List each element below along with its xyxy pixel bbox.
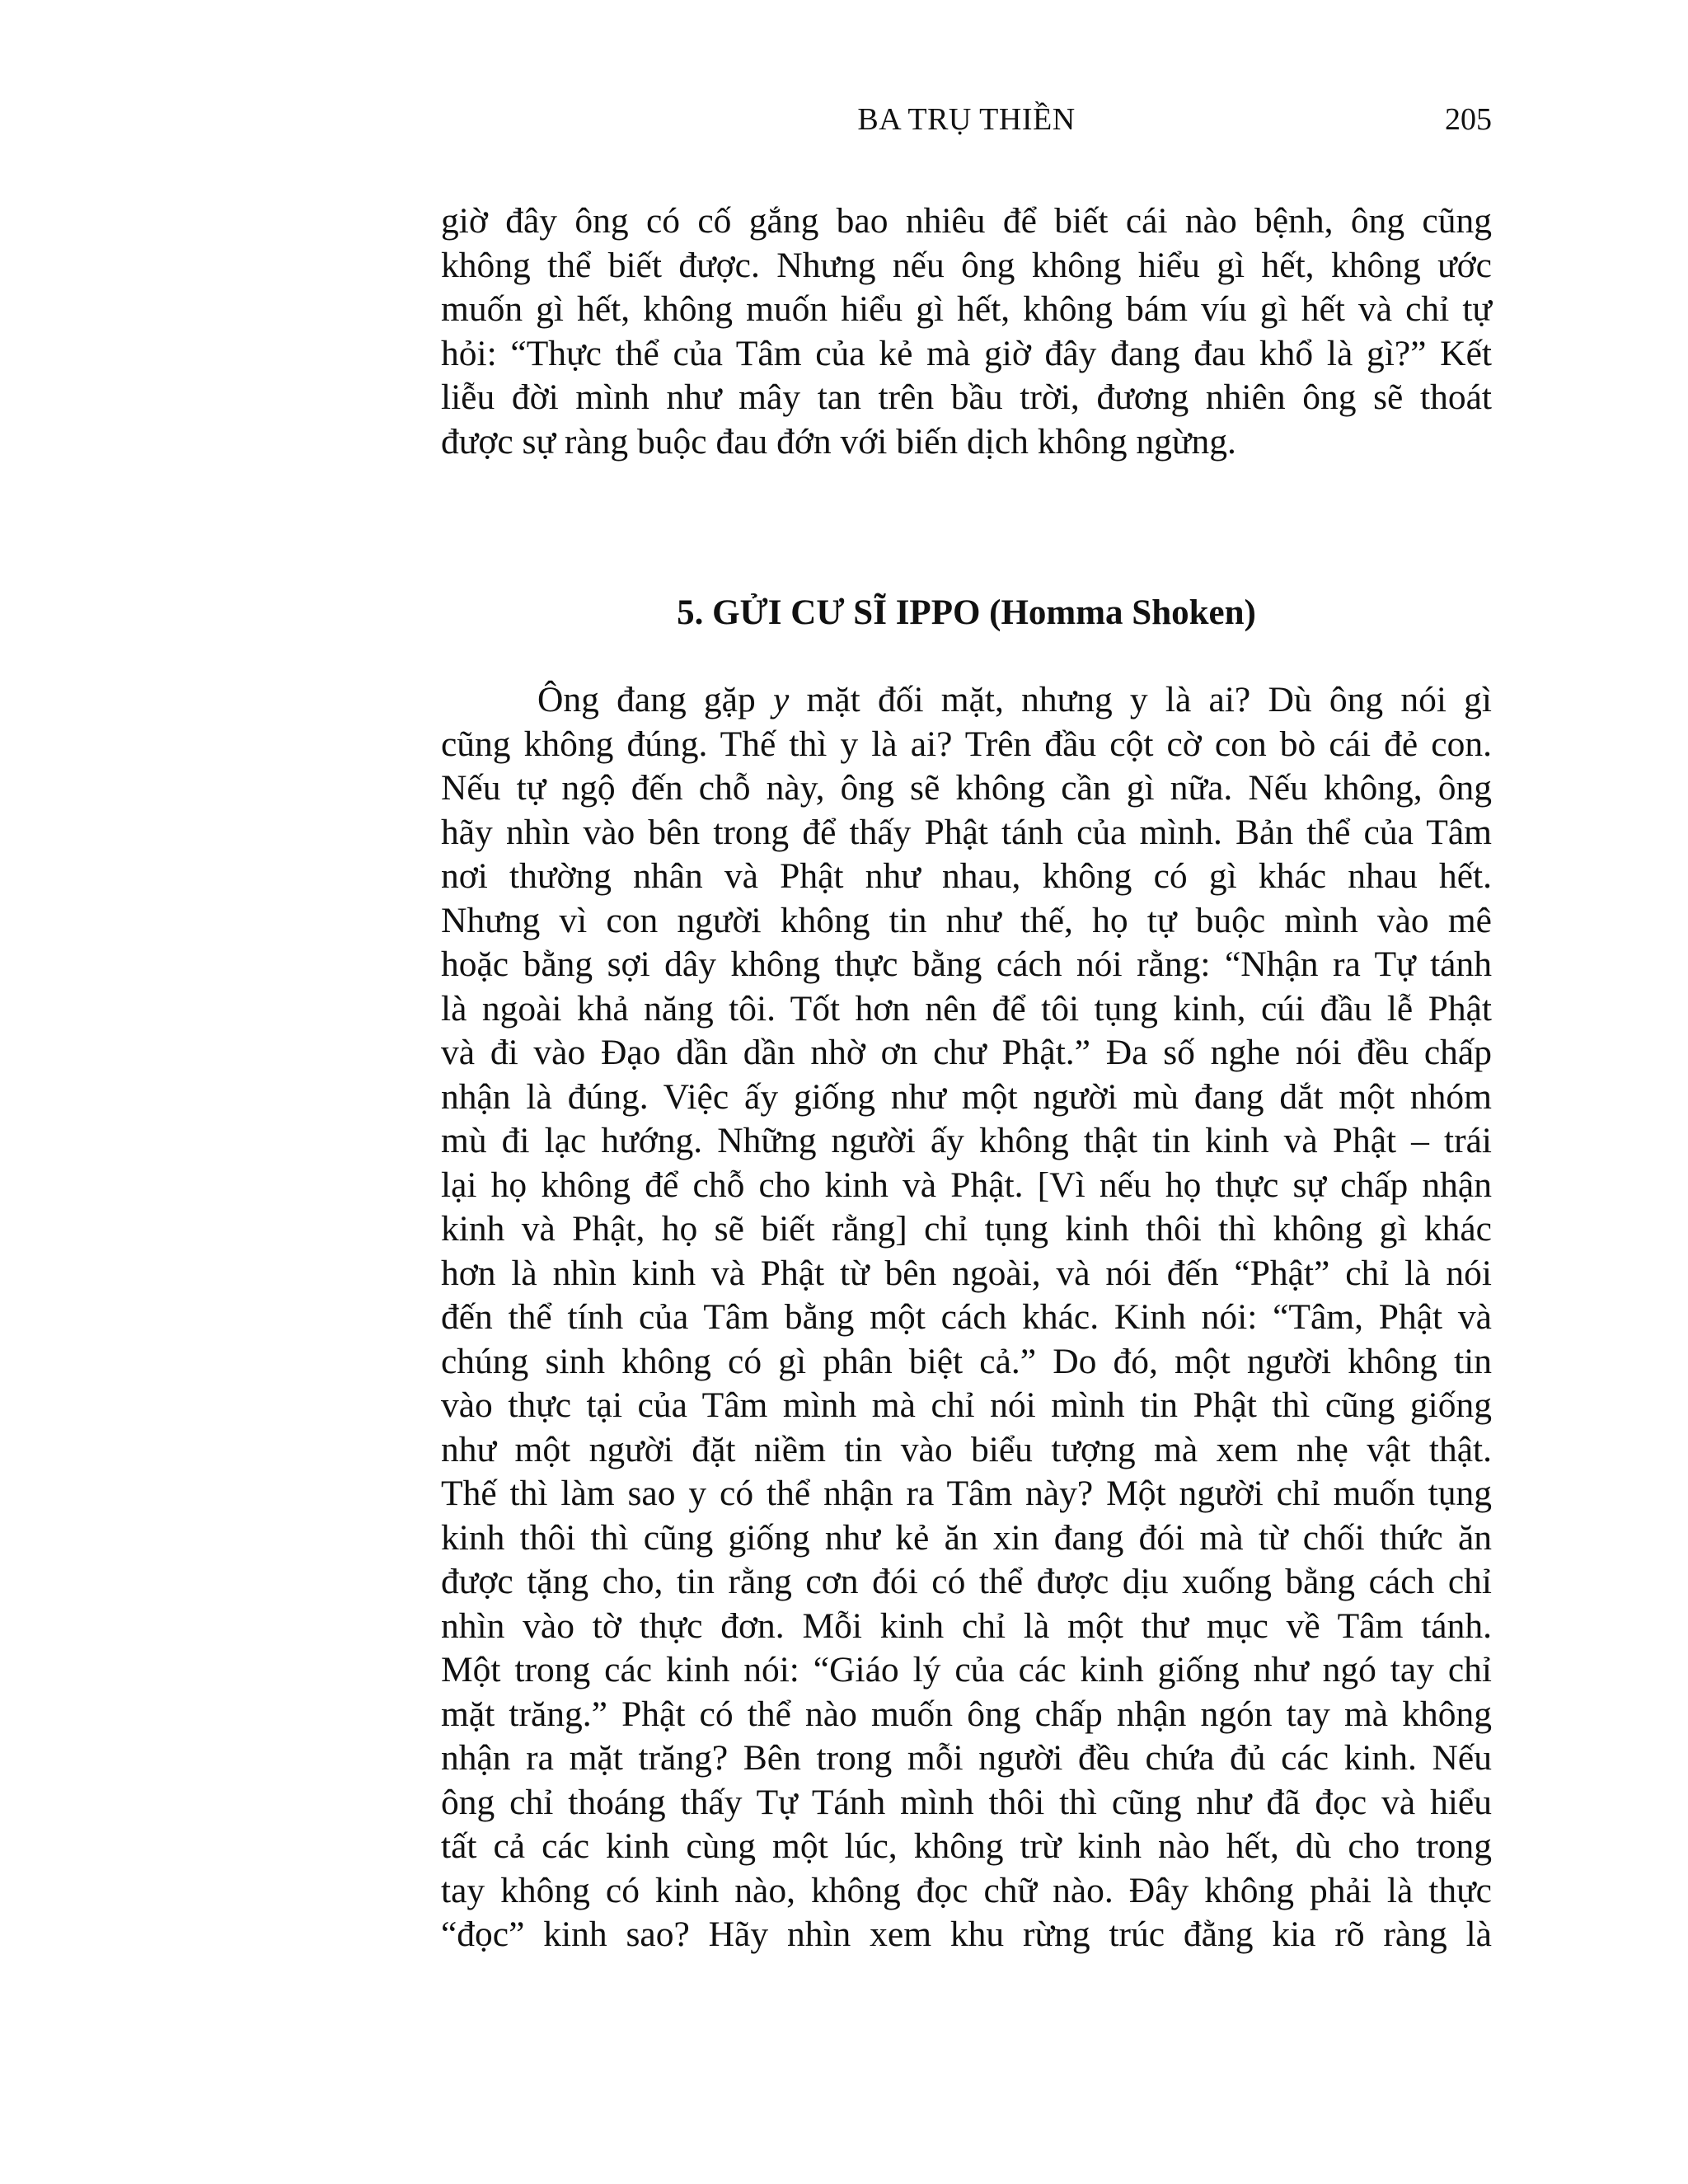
text-line-first xyxy=(441,678,1492,723)
text-line: Một trong các kinh nói: “Giáo lý của các kinh giống như ngó tay chỉ xyxy=(441,1650,1492,1690)
text-line: chúng sinh không có gì phân biệt cả.” Do đó, một người không tin xyxy=(441,1341,1492,1381)
text-line: mặt trăng.” Phật có thể nào muốn ông chấp nhận ngón tay mà không xyxy=(441,1694,1492,1734)
text-line: hoặc bằng sợi dây không thực bằng cách nói rằng: “Nhận ra Tự tánh xyxy=(441,944,1492,984)
text-line: và đi vào Đạo dần dần nhờ ơn chư Phật.” Đa số nghe nói đều chấp xyxy=(441,1033,1492,1072)
text-line: được tặng cho, tin rằng cơn đói có thể được dịu xuống bằng cách chỉ xyxy=(441,1562,1492,1601)
text-line: được sự ràng buộc đau đớn với biến dịch không ngừng. xyxy=(441,421,1236,462)
running-title: BA TRỤ THIỀN xyxy=(857,102,1076,137)
text-line: tay không có kinh nào, không đọc chữ nào. Đây không phải là thực xyxy=(441,1870,1492,1910)
text-line: đến thể tính của Tâm bằng một cách khác. Kinh nói: “Tâm, Phật và xyxy=(441,1297,1492,1337)
text-line: mù đi lạc hướng. Những người ấy không thật tin kinh và Phật – trái xyxy=(441,1121,1492,1160)
section-heading: 5. GỬI CƯ SĨ IPPO (Homma Shoken) xyxy=(677,593,1256,632)
text-line: Nhưng vì con người không tin như thế, họ tự buộc mình vào mê xyxy=(441,900,1492,940)
text-line: hỏi: “Thực thể của Tâm của kẻ mà giờ đây đang đau khổ là gì?” Kết xyxy=(441,333,1492,373)
text-line: không thể biết được. Nhưng nếu ông không hiểu gì hết, không ước xyxy=(441,245,1492,285)
section-paragraph xyxy=(441,678,1492,1957)
text-line: hơn là nhìn kinh và Phật từ bên ngoài, và nói đến “Phật” chỉ là nói xyxy=(441,1253,1492,1293)
italic-word: y xyxy=(772,680,790,719)
text-line: là ngoài khả năng tôi. Tốt hơn nên để tôi tụng kinh, cúi đầu lễ Phật xyxy=(441,988,1492,1029)
text-line: kinh thôi thì cũng giống như kẻ ăn xin đang đói mà từ chối thức ăn xyxy=(441,1517,1492,1558)
text-run: mặt đối mặt, nhưng y là ai? Dù ông nói gì xyxy=(789,680,1492,719)
intro-paragraph xyxy=(441,199,1492,464)
running-header xyxy=(441,95,1492,144)
text-line: tất cả các kinh cùng một lúc, không trừ kinh nào hết, dù cho trong xyxy=(441,1826,1492,1866)
text-line: muốn gì hết, không muốn hiểu gì hết, không bám víu gì hết và chỉ tự xyxy=(441,289,1492,329)
text-line: ông chỉ thoáng thấy Tự Tánh mình thôi thì cũng như đã đọc và hiểu xyxy=(441,1782,1492,1822)
text-line: nơi thường nhân và Phật như nhau, không có gì khác nhau hết. xyxy=(441,856,1492,896)
text-line: nhìn vào tờ thực đơn. Mỗi kinh chỉ là một thư mục về Tâm tánh. xyxy=(441,1605,1492,1646)
text-run: Ông đang gặp xyxy=(537,680,773,719)
text-line: hãy nhìn vào bên trong để thấy Phật tánh của mình. Bản thể của Tâm xyxy=(441,812,1492,852)
text-line: kinh và Phật, họ sẽ biết rằng] chỉ tụng kinh thôi thì không gì khác xyxy=(441,1209,1492,1249)
text-line: “đọc” kinh sao? Hãy nhìn xem khu rừng trúc đằng kia rõ ràng là xyxy=(441,1915,1492,1954)
text-line: cũng không đúng. Thế thì y là ai? Trên đầu cột cờ con bò cái đẻ con. xyxy=(441,724,1492,764)
text-line: nhận ra mặt trăng? Bên trong mỗi người đều chứa đủ các kinh. Nếu xyxy=(441,1738,1492,1778)
text-line: liễu đời mình như mây tan trên bầu trời, đương nhiên ông sẽ thoát xyxy=(441,377,1492,417)
text-line: vào thực tại của Tâm mình mà chỉ nói mình tin Phật thì cũng giống xyxy=(441,1385,1492,1425)
text-line: lại họ không để chỗ cho kinh và Phật. [Vì nếu họ thực sự chấp nhận xyxy=(441,1165,1492,1205)
text-line: giờ đây ông có cố gắng bao nhiêu để biết cái nào bệnh, ông cũng xyxy=(441,201,1492,241)
text-line: Nếu tự ngộ đến chỗ này, ông sẽ không cần gì nữa. Nếu không, ông xyxy=(441,768,1492,808)
text-line: nhận là đúng. Việc ấy giống như một người mù đang dắt một nhóm xyxy=(441,1076,1492,1117)
page-number: 205 xyxy=(1445,102,1492,137)
text-line: Thế thì làm sao y có thể nhận ra Tâm này? Một người chỉ muốn tụng xyxy=(441,1474,1492,1513)
text-line: như một người đặt niềm tin vào biểu tượng mà xem nhẹ vật thật. xyxy=(441,1429,1492,1469)
